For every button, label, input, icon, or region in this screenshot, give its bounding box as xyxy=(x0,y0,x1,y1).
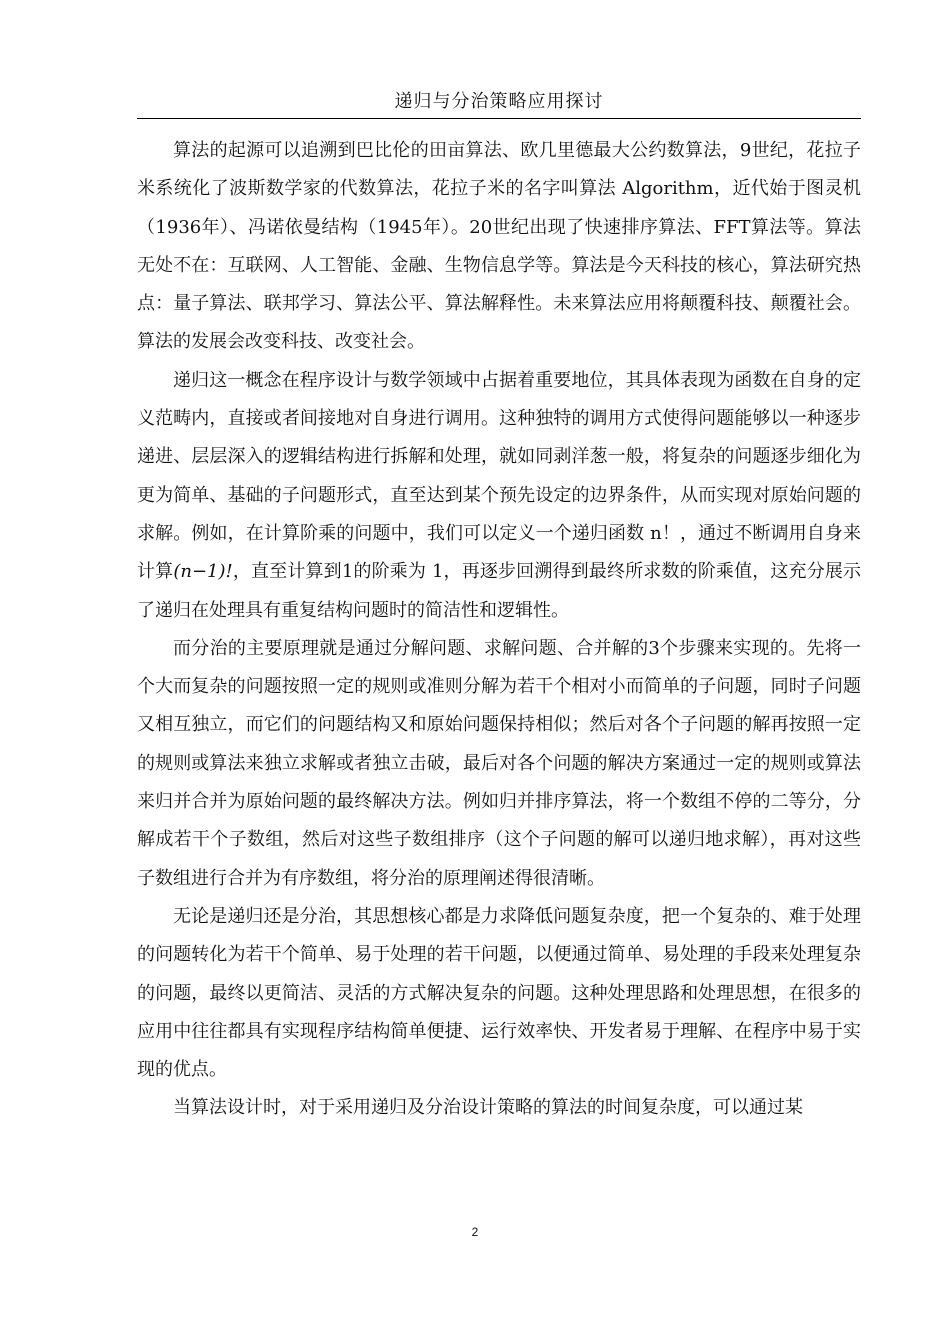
paragraph-recursion-text-b: ，直至计算到1的阶乘为 1，再逐步回溯得到最终所求数的阶乘值，这充分展示了递归在处理具有重复结构问题时的简洁性和逻辑性。 xyxy=(137,561,862,621)
factorial-formula: (n−1)! xyxy=(173,561,233,583)
page-footer xyxy=(0,1221,950,1240)
paragraph-recursion-text-a: 递归这一概念在程序设计与数学领域中占据着重要地位，其具体表现为函数在自身的定义范畴内，直接或者间接地对自身进行调用。这种独特的调用方式使得问题能够以一种逐步递进、层层深入的逻辑结构进行拆解和处理，就如同剥洋葱一般，将复杂的问题逐步细化为更为简单、基础的子问题形式，直至达到某个预先设定的边界条件，从而实现对原始问题的求解。例如，在计算阶乘的问题中，我们可以定义一个递归函数 n！，通过不断调用自身来计算 xyxy=(137,369,861,583)
paragraph-algorithm-history: 算法的起源可以追溯到巴比伦的田亩算法、欧几里德最大公约数算法，9世纪，花拉子米系统化了波斯数学家的代数算法，花拉子米的名字叫算法 Algorithm，近代始于图灵机（1936年）、冯诺依曼结构（1945年）。20世纪出现了快速排序算法、FFT算法等。算法无处不在：互联网、人工智能、金融、生物信息学等。算法是今天科技的核心，算法研究热点：量子算法、联邦学习、算法公平、算法解释性。未来算法应用将颠覆科技、颠覆社会。算法的发展会改变科技、改变社会。 xyxy=(137,140,861,353)
paragraph-recursion xyxy=(137,362,861,630)
document-body xyxy=(137,132,861,1128)
page-header xyxy=(137,86,861,119)
paragraph-common-idea: 无论是递归还是分治，其思想核心都是力求降低问题复杂度，把一个复杂的、难于处理的问题转化为若干个简单、易于处理的若干问题，以便通过简单、易处理的手段来处理复杂的问题，最终以更简洁、灵活的方式解决复杂的问题。这种处理思路和处理思想，在很多的应用中往往都具有实现程序结构简单便捷、运行效率快、开发者易于理解、在程序中易于实现的优点。 xyxy=(137,905,861,1081)
header-title: 递归与分治策略应用探讨 xyxy=(394,91,604,112)
paragraph-divide-and-conquer: 而分治的主要原理就是通过分解问题、求解问题、合并解的3个步骤来实现的。先将一个大而复杂的问题按照一定的规则或准则分解为若干个相对小而简单的子问题，同时子问题又相互独立，而它们的问题结构又和原始问题保持相似；然后对各个子问题的解再按照一定的规则或算法来独立求解或者独立击破，最后对各个问题的解决方案通过一定的规则或算法来归并合并为原始问题的最终解决方法。例如归并排序算法，将一个数组不停的二等分，分解成若干个子数组，然后对这些子数组排序（这个子问题的解可以递归地求解），再对这些子数组进行合并为有序数组，将分治的原理阐述得很清晰。 xyxy=(137,637,861,889)
paragraph-time-complexity: 当算法设计时，对于采用递归及分治设计策略的算法的时间复杂度，可以通过某 xyxy=(173,1097,803,1119)
page-number: 2 xyxy=(471,1225,479,1239)
